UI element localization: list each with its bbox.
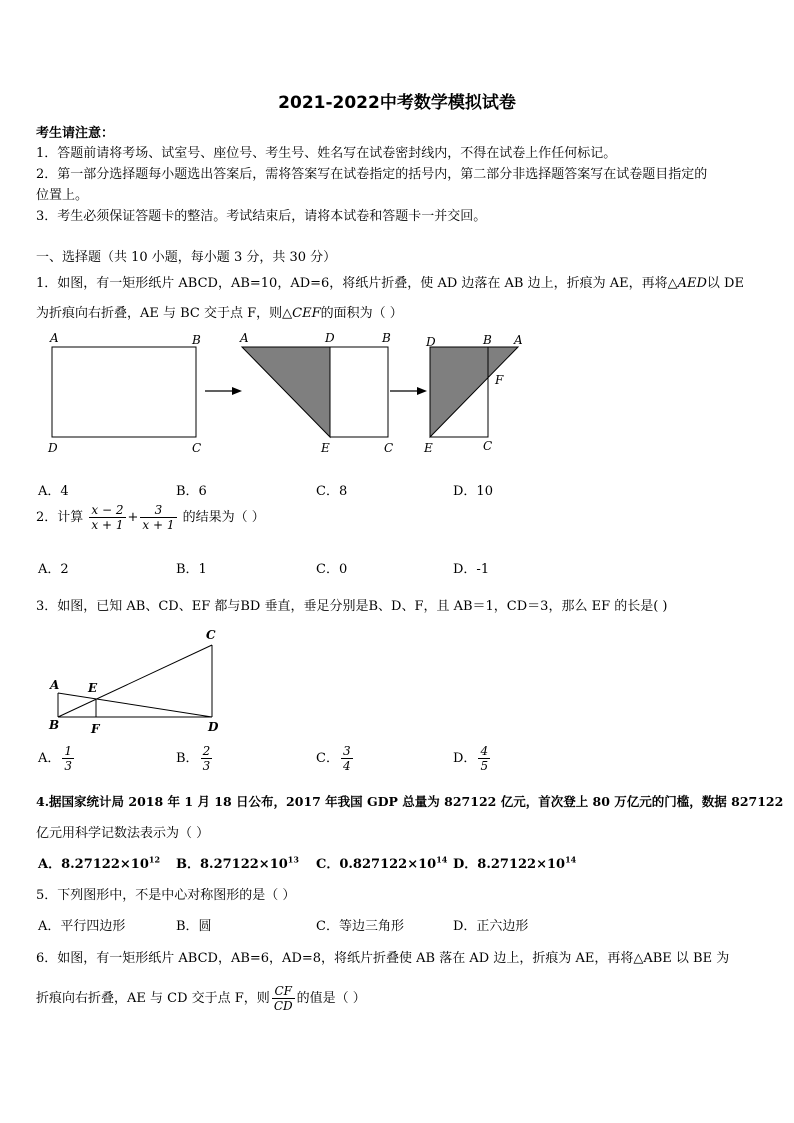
q3-option-b[interactable]: B． $\frac{2}{3}$ bbox=[176, 744, 211, 773]
q3-label-c: C bbox=[206, 628, 216, 642]
notice-item: 位置上。 bbox=[36, 188, 89, 203]
q3-label-e: E bbox=[88, 681, 98, 695]
q1-label-b: B bbox=[382, 331, 391, 345]
q1-fold-triangle bbox=[242, 347, 330, 437]
q1-label-a: A bbox=[240, 331, 249, 345]
q3-figure bbox=[46, 625, 236, 737]
q1-label-e: E bbox=[321, 441, 330, 455]
notice-item: 2．第一部分选择题每小题选出答案后，需将答案写在试卷指定的括号内，第二部分非选择题答案写在试卷题目指定的 bbox=[36, 167, 708, 182]
q4-option-c[interactable]: C．$0.827122\times 10^{14}$ bbox=[316, 854, 448, 872]
q3-text: 3．如图，已知 AB、CD、EF 都与BD 垂直，垂足分别是B、D、F，且 AB＝1，CD＝3，那么 EF 的长是( ) bbox=[36, 599, 668, 614]
q1-label-c: C bbox=[483, 439, 493, 453]
q4-option-b[interactable]: B．$8.27122\times 10^{13}$ bbox=[176, 854, 299, 872]
q1-label-b: B bbox=[192, 333, 201, 347]
page-title: 2021-2022中考数学模拟试卷 bbox=[278, 93, 516, 113]
q3-label-d: D bbox=[208, 720, 219, 734]
q5-option-b[interactable]: B．圆 bbox=[176, 919, 212, 934]
notice-item: 3．考生必须保证答题卡的整洁。考试结束后，请将本试卷和答题卡一并交回。 bbox=[36, 209, 487, 224]
q1-option-d[interactable]: D．10 bbox=[453, 484, 493, 499]
q1-label-b: B bbox=[483, 333, 492, 347]
q3-line-bc bbox=[58, 645, 212, 717]
q1-arrow-2-head bbox=[417, 387, 427, 395]
q3-option-c[interactable]: C． $\frac{3}{4}$ bbox=[316, 744, 351, 773]
q1-arrow-1-head bbox=[232, 387, 242, 395]
q4-option-a[interactable]: A．$8.27122\times 10^{12}$ bbox=[38, 854, 161, 872]
q4-text-line2: 亿元用科学记数法表示为（ ） bbox=[36, 826, 210, 841]
q3-option-d[interactable]: D． $\frac{4}{5}$ bbox=[453, 744, 489, 773]
q3-option-a[interactable]: A． $\frac{1}{3}$ bbox=[38, 744, 73, 773]
q3-label-a: A bbox=[50, 678, 60, 692]
q2-fraction-1: $\frac{x - 2}{x + 1}$ bbox=[91, 503, 124, 532]
q1-option-b[interactable]: B．6 bbox=[176, 484, 207, 499]
q2-text: 2．计算 $\frac{x - 2}{x + 1}$ + $\frac{3}{x + 1}$ 的结果为（ ） bbox=[36, 503, 265, 532]
q1-label-a: A bbox=[50, 331, 59, 345]
section-heading: 一、选择题（共 10 小题，每小题 3 分，共 30 分） bbox=[36, 250, 337, 265]
q3-label-b: B bbox=[49, 718, 60, 732]
q6-text-line2: 折痕向右折叠，AE 与 CD 交于点 F，则 $\frac{CF}{CD}$ 的值是（ ） bbox=[36, 984, 366, 1013]
q1-option-a[interactable]: A．4 bbox=[38, 484, 69, 499]
q6-text-line1: 6．如图，有一矩形纸片 ABCD，AB=6，AD=8，将纸片折叠使 AB 落在 AD 边上，折痕为 AE，再将△ABE 以 BE 为 bbox=[36, 951, 730, 966]
q2-option-b[interactable]: B．1 bbox=[176, 562, 207, 577]
q3-label-f: F bbox=[91, 722, 100, 736]
q1-rect-dbce bbox=[330, 347, 388, 437]
q2-option-d[interactable]: D．-1 bbox=[453, 562, 490, 577]
q1-label-d: D bbox=[426, 335, 436, 349]
notice-item: 1．答题前请将考场、试室号、座位号、考生号、姓名写在试卷密封线内，不得在试卷上作任何标记。 bbox=[36, 146, 617, 161]
notice-heading: 考生请注意： bbox=[36, 126, 115, 141]
q1-option-c[interactable]: C．8 bbox=[316, 484, 348, 499]
q2-option-c[interactable]: C．0 bbox=[316, 562, 348, 577]
q5-option-d[interactable]: D．正六边形 bbox=[453, 919, 529, 934]
q1-folded-triangle bbox=[430, 347, 518, 437]
q1-label-c: C bbox=[384, 441, 394, 455]
q2-option-a[interactable]: A．2 bbox=[38, 562, 69, 577]
q3-line-ad bbox=[58, 693, 212, 717]
q1-text-line1: 1．如图，有一矩形纸片 ABCD，AB=10，AD=6，将纸片折叠，使 AD 边落在 AB 边上，折痕为 AE，再将△AED以 DE bbox=[36, 276, 744, 291]
q5-option-a[interactable]: A．平行四边形 bbox=[38, 919, 126, 934]
q1-figure bbox=[40, 328, 540, 458]
q1-label-e: E bbox=[424, 441, 433, 455]
q4-option-d[interactable]: D．$8.27122\times 10^{14}$ bbox=[453, 854, 577, 872]
q2-fraction-2: $\frac{3}{x + 1}$ bbox=[142, 503, 175, 532]
q1-rect-abcd bbox=[52, 347, 196, 437]
q1-label-c: C bbox=[192, 441, 202, 455]
q1-label-a: A bbox=[514, 333, 523, 347]
q1-label-f: F bbox=[495, 373, 504, 387]
q1-text-line2: 为折痕向右折叠，AE 与 BC 交于点 F，则△CEF的面积为（ ） bbox=[36, 306, 403, 321]
q1-label-d: D bbox=[48, 441, 58, 455]
q6-fraction: $\frac{CF}{CD}$ bbox=[273, 984, 293, 1013]
q5-text: 5．下列图形中，不是中心对称图形的是（ ） bbox=[36, 888, 296, 903]
q5-option-c[interactable]: C．等边三角形 bbox=[316, 919, 404, 934]
q1-label-d: D bbox=[325, 331, 335, 345]
q4-text-line1: 4.据国家统计局 2018 年 1 月 18 日公布，2017 年我国 GDP 总量为 827122 亿元，首次登上 80 万亿元的门槛，数据 827122 bbox=[36, 794, 784, 809]
